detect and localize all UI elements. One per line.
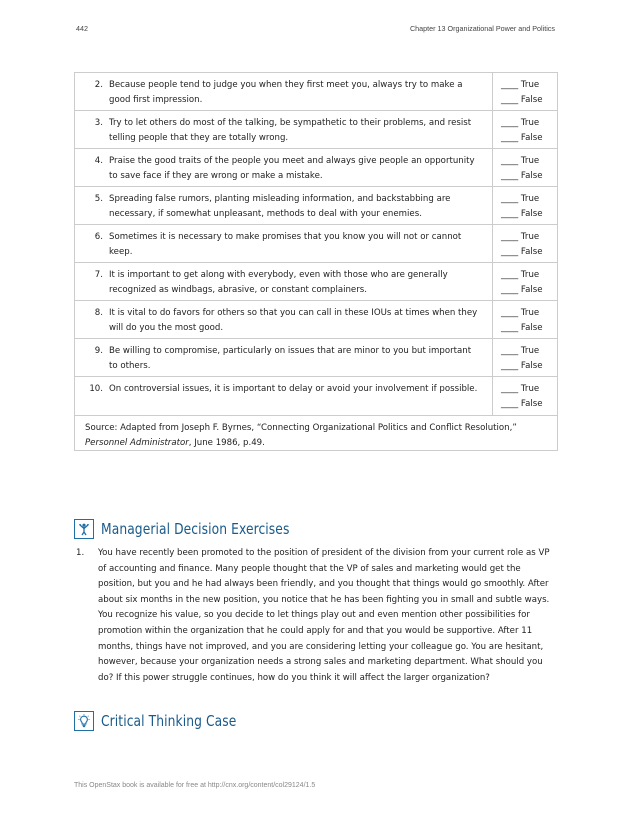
chapter-title: Chapter 13 Organizational Power and Politics xyxy=(409,24,555,33)
statement-number: 2. xyxy=(94,80,103,90)
true-false-cell xyxy=(493,263,557,300)
exercise-number: 1. xyxy=(76,548,85,558)
true-option: ____ True xyxy=(501,80,540,90)
footer-note: This OpenStax book is available for free at http://cnx.org/content/col29124/1.5 xyxy=(74,782,316,789)
statement-number: 9. xyxy=(94,346,103,356)
false-option: ____ False xyxy=(501,323,543,333)
critical-section-header xyxy=(74,711,266,731)
false-option: ____ False xyxy=(501,95,543,105)
survey-row xyxy=(75,225,557,263)
statement-cell xyxy=(75,377,493,415)
true-option: ____ True xyxy=(501,156,540,166)
true-option: ____ True xyxy=(501,346,540,356)
statement-number: 6. xyxy=(94,232,103,242)
survey-row xyxy=(75,339,557,377)
statement-number: 10. xyxy=(89,384,103,394)
statement-text: It is important to get along with everybody, even with those who are generally recognized as windbags, abrasive, or constant complainers. xyxy=(109,270,448,295)
true-option: ____ True xyxy=(501,194,540,204)
statement-text: Try to let others do most of the talking, be sympathetic to their problems, and resist telling people that they are totally wrong. xyxy=(109,118,472,143)
survey-row xyxy=(75,187,557,225)
true-false-cell xyxy=(493,187,557,224)
true-false-cell xyxy=(493,225,557,262)
true-false-cell xyxy=(493,339,557,376)
true-false-cell xyxy=(493,149,557,186)
survey-row xyxy=(75,149,557,187)
statement-cell xyxy=(75,187,493,224)
true-option: ____ True xyxy=(501,118,540,128)
true-false-cell xyxy=(493,73,557,110)
statement-cell xyxy=(75,301,493,338)
page-number: 442 xyxy=(76,24,88,33)
statement-text: On controversial issues, it is important to delay or avoid your involvement if possible. xyxy=(109,384,478,394)
statement-text: It is vital to do favors for others so that you can call in these IOUs at times when they will do you the most good. xyxy=(109,308,478,333)
decision-section-header xyxy=(74,519,331,539)
true-option: ____ True xyxy=(501,308,540,318)
survey-row xyxy=(75,73,557,111)
decision-person-icon xyxy=(74,519,94,539)
decision-exercise-item xyxy=(74,546,556,686)
source-suffix: , June 1986, p.49. xyxy=(188,438,265,448)
survey-table xyxy=(74,72,558,451)
critical-section-title: Critical Thinking Case xyxy=(101,712,237,730)
statement-cell xyxy=(75,149,493,186)
true-option: ____ True xyxy=(501,270,540,280)
true-option: ____ True xyxy=(501,384,540,394)
source-citation xyxy=(75,415,557,450)
statement-number: 5. xyxy=(94,194,103,204)
true-false-cell xyxy=(493,377,557,415)
false-option: ____ False xyxy=(501,209,543,219)
false-option: ____ False xyxy=(501,133,543,143)
statement-text: Spreading false rumors, planting misleading information, and backstabbing are necessary, if somewhat unpleasant, methods to deal with your enemies. xyxy=(109,194,451,219)
statement-cell xyxy=(75,339,493,376)
true-false-cell xyxy=(493,111,557,148)
true-option: ____ True xyxy=(501,232,540,242)
lightbulb-icon xyxy=(74,711,94,731)
statement-text: Sometimes it is necessary to make promises that you know you will not or cannot keep. xyxy=(109,232,462,257)
statement-cell xyxy=(75,111,493,148)
survey-row xyxy=(75,377,557,415)
false-option: ____ False xyxy=(501,247,543,257)
true-false-cell xyxy=(493,301,557,338)
survey-row xyxy=(75,263,557,301)
source-prefix: Source: Adapted from Joseph F. Byrnes, “Connecting Organizational Politics and Conflict Resolution,” xyxy=(85,423,517,433)
source-journal: Personnel Administrator xyxy=(85,438,189,448)
false-option: ____ False xyxy=(501,285,543,295)
statement-text: Be willing to compromise, particularly on issues that are minor to you but important to others. xyxy=(109,346,472,371)
statement-number: 3. xyxy=(94,118,103,128)
false-option: ____ False xyxy=(501,171,543,181)
statement-cell xyxy=(75,263,493,300)
statement-number: 8. xyxy=(94,308,103,318)
decision-section-title: Managerial Decision Exercises xyxy=(101,520,290,538)
statement-cell xyxy=(75,73,493,110)
statement-text: Because people tend to judge you when they first meet you, always try to make a good first impression. xyxy=(109,80,463,105)
exercise-text: You have recently been promoted to the position of president of the division from your current role as VP of accounting and finance. Many people thought that the VP of sales and marketing would get the position, but you and he had always been friendly, and you thought that things would go smoothly. After about six months in the new position, you notice that he has been fighting you in small and subtle ways. You recognize his value, so you decide to let things play out and even mention other possibilities for promotion within the organization that he could apply for and that you would be supportive. After 11 months, things have not improved, and you are considering letting your colleague go. You are hesitant, however, because your organization needs a strong sales and marketing department. What should you do? If this power struggle continues, how do you think it will affect the larger organization? xyxy=(98,548,550,683)
survey-row xyxy=(75,111,557,149)
survey-row xyxy=(75,301,557,339)
statement-number: 7. xyxy=(94,270,103,280)
false-option: ____ False xyxy=(501,399,543,409)
statement-number: 4. xyxy=(94,156,103,166)
statement-cell xyxy=(75,225,493,262)
false-option: ____ False xyxy=(501,361,543,371)
statement-text: Praise the good traits of the people you meet and always give people an opportunity to save face if they are wrong or make a mistake. xyxy=(109,156,475,181)
